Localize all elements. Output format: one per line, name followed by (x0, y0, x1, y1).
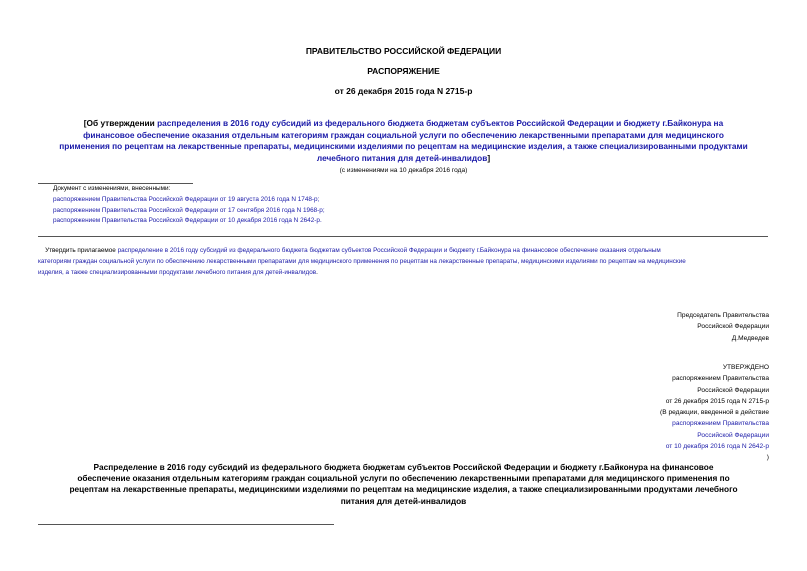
signature-country: Российской Федерации (697, 323, 769, 331)
title-line-4 (22, 153, 785, 165)
body-link-line-2[interactable]: категориям граждан социальной услуги по обеспечению лекарственными препаратами для медицинского применения по рецептам на лекарственные препараты, медицинскими изделиями по рецептам на медицинские (38, 258, 686, 265)
document-title (22, 118, 785, 164)
body-line-3 (38, 267, 773, 278)
title-link[interactable]: распределения в 2016 году субсидий из федерального бюджета бюджетам субъектов Российской Федерации и бюджету г.Байконура на (157, 118, 724, 128)
body-lead: Утвердить прилагаемое (45, 247, 118, 254)
amendment-link-2[interactable]: распоряжением Правительства Российской Федерации от 17 сентября 2016 года N 1968-р; (53, 206, 325, 214)
signature-position: Председатель Правительства (677, 312, 769, 319)
title-link-line-2[interactable]: финансовое обеспечение оказания отдельным категориям граждан социальной услуги по обеспечению лекарственными препаратами для медицинского (83, 129, 724, 140)
amendment-link-3[interactable]: распоряжением Правительства Российской Федерации от 10 декабря 2016 года N 2642-р. (53, 217, 322, 225)
distribution-title-line-1: Распределение в 2016 году субсидий из федерального бюджета бюджетам субъектов Российской Федерации и бюджету г.Байконура на финансовое (93, 462, 714, 472)
approved-line-1: распоряжением Правительства (672, 375, 769, 383)
title-link-line-3[interactable]: применения по рецептам на лекарственные препараты, медицинскими изделиями по рецептам на медицинские изделия, а также специализированными продуктами (59, 141, 748, 151)
body-distribution-link[interactable]: распределение в 2016 году субсидий из федерального бюджета бюджетам субъектов Российской Федерации и бюджету г.Байконура на финансовое обеспечение оказания отдельным (117, 247, 661, 254)
approved-block (660, 362, 769, 464)
approved-link-3[interactable]: от 10 декабря 2016 года N 2642-р (665, 443, 769, 451)
approved-close: ) (766, 454, 769, 462)
approved-line-4: (В редакции, введенной в действие (660, 409, 769, 417)
title-link-line-4[interactable]: лечебного питания для детей-инвалидов (316, 152, 488, 163)
amendments-bottom-rule (38, 236, 768, 237)
amendments-block (53, 184, 325, 227)
changes-note: (с изменениями на 10 декабря 2016 года) (339, 167, 468, 174)
approved-label: УТВЕРЖДЕНО (722, 364, 769, 371)
body-paragraph (38, 245, 773, 278)
distribution-title-line-2: обеспечение оказания отдельным категориям граждан социальной услуги по обеспечению лекарственными препаратами для медицинского применения по (77, 473, 730, 484)
approved-link-2[interactable]: Российской Федерации (697, 431, 769, 439)
distribution-title-line-3: рецептам на лекарственные препараты, медицинскими изделиями по рецептам на медицинские изделия, а также специализированными продуктами лечебного (69, 484, 738, 495)
amendments-heading: Документ с изменениями, внесенными: (53, 185, 171, 192)
body-line-1 (38, 245, 773, 256)
signature-block (677, 310, 769, 344)
title-open: [Об утверждении (83, 118, 158, 128)
approved-line-2: Российской Федерации (697, 386, 769, 394)
title-line-1 (22, 118, 785, 130)
distribution-title-line-4: питания для детей-инвалидов (340, 495, 467, 506)
document-date-number: от 26 декабря 2015 года N 2715-р (334, 86, 473, 96)
footer-rule (38, 524, 334, 525)
title-close: ] (487, 152, 491, 163)
distribution-title (30, 462, 777, 507)
signature-name: Д.Медведев (731, 334, 769, 342)
amendment-link-1[interactable]: распоряжением Правительства Российской Федерации от 19 августа 2016 года N 1748-р; (53, 195, 320, 203)
body-link-line-3[interactable]: изделия, а также специализированными продуктами лечебного питания для детей-инвалидов (38, 269, 317, 276)
body-tail: . (316, 269, 318, 276)
authority-heading: ПРАВИТЕЛЬСТВО РОССИЙСКОЙ ФЕДЕРАЦИИ (305, 46, 502, 56)
approved-line-3: от 26 декабря 2015 года N 2715-р (665, 397, 769, 405)
document-type: РАСПОРЯЖЕНИЕ (367, 66, 440, 76)
approved-link-1[interactable]: распоряжением Правительства (672, 420, 769, 428)
